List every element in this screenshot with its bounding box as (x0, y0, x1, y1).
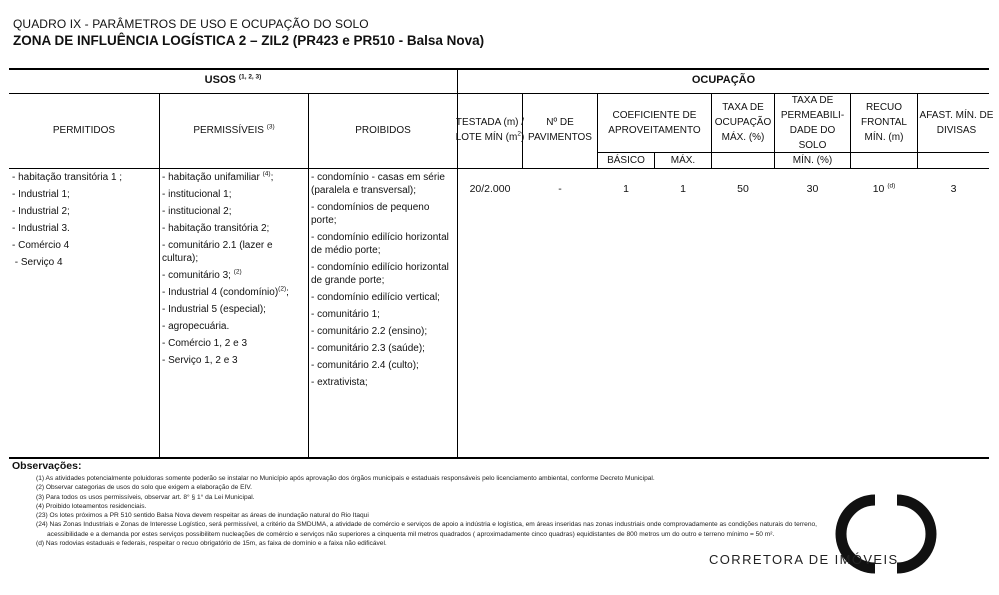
proibidos-list (311, 171, 457, 393)
header-testada: TESTADA (m) / LOTE MÍN $(m^2)$ (455, 117, 525, 143)
list-item: - condomínio edilício horizontal de grande porte; (311, 262, 449, 286)
value-basico: 1 (623, 183, 629, 195)
list-item: - habitação transitória 1 ; (12, 172, 123, 183)
header-coeficiente: COEFICIENTE DE APROVEITAMENTO (608, 110, 701, 136)
list-item: - condomínio edilício vertical; (311, 292, 440, 303)
list-item: - comunitário 2.2 (ensino); (311, 326, 428, 337)
observacoes-list (36, 474, 906, 548)
list-item: - Comércio 1, 2 e 3 (162, 338, 248, 349)
list-item: - Serviço 1, 2 e 3 (162, 355, 238, 366)
header-usos: USOS $^{(1, 2, 3)}$ (204, 73, 262, 86)
table-body-divider (9, 168, 989, 169)
list-item: - Industrial 5 (especial); (162, 304, 266, 315)
list-item: - Comércio 4 (12, 240, 70, 251)
list-item: - comunitário 3; $^{(2)}$ (162, 268, 242, 281)
document-title: ZONA DE INFLUÊNCIA LOGÍSTICA 2 – ZIL2 (PR423 e PR510 - Balsa Nova) (13, 33, 485, 48)
list-item: - condomínios de pequeno porte; (311, 202, 430, 226)
observacao-item: (1) As atividades potencialmente poluidoras somente poderão se instalar no Município após aprovação dos órgãos municipais e estaduais responsáveis pelo licenciamento ambiental, conforme Decreto Municipal. (36, 475, 655, 482)
header-taxa-ocupacao: TAXA DE OCUPAÇÃO MÁX. (%) (714, 102, 772, 143)
value-taxa-ocupacao: 50 (737, 183, 749, 195)
document-subtitle: QUADRO IX - PARÂMETROS DE USO E OCUPAÇÃO DO SOLO (13, 17, 369, 31)
list-item: - institucional 2; (162, 206, 232, 217)
list-item: - Industrial 4 (condomínio)$^{(2)}$; (162, 285, 289, 298)
observacao-item: (4) Proibido loteamentos residenciais. (36, 502, 147, 510)
list-item: - agropecuária. (162, 321, 230, 332)
header-pavimentos: Nº DE PAVIMENTOS (528, 117, 592, 143)
list-item: - condomínio edilício horizontal de médio porte; (311, 232, 449, 256)
list-item: - institucional 1; (162, 189, 232, 200)
permissiveis-list (162, 171, 304, 371)
list-item: - comunitário 2.1 (lazer e cultura); (162, 240, 273, 264)
table-bottom-border (9, 457, 989, 459)
list-item: - comunitário 1; (311, 309, 380, 320)
list-item: - habitação transitória 2; (162, 223, 270, 234)
list-item: - comunitário 2.3 (saúde); (311, 343, 425, 354)
observacao-item: (3) Para todos os usos permissíveis, observar art. 8° § 1° da Lei Municipal. (36, 493, 255, 501)
list-item: - condomínio - casas em série (paralela e transversal); (311, 172, 445, 196)
observacao-item: (24) Nas Zonas Industriais e Zonas de Interesse Logístico, será permissível, a critério da SMDUMA, a atividade de comércio e serviços de apoio a indústria e logística, em áreas inseridas nas zonas industriais onde comprovadamente as condições naturais do terreno, (36, 521, 818, 529)
col-divider (159, 94, 160, 457)
value-max: 1 (680, 183, 686, 195)
header-permitidos: PERMITIDOS (52, 125, 116, 136)
list-item: - extrativista; (311, 377, 368, 388)
observacao-item: acessibilidade e a demanda por estes serviços possibilitem nucleações de comércio e serviços não superiores a cinquenta mil metros quadrados ( aproximadamente cinco quadras) equidistantes de 800 metros um do outro e terreno mínimo = 50 m². (36, 530, 775, 538)
value-recuo: 10 $^{(d)}$ (872, 182, 896, 195)
header-max: MÁX. (670, 155, 696, 166)
header-proibidos: PROIBIDOS (355, 125, 411, 136)
header-ocupacao: OCUPAÇÃO (691, 74, 756, 86)
list-item: - Industrial 3. (12, 223, 70, 234)
list-item: - Industrial 2; (12, 206, 70, 217)
col-divider (308, 94, 309, 457)
observacao-item: (d) Nas rodovias estaduais e federais, respeitar o recuo obrigatório de 15m, as faixa de domínio e a faixa não edificável. (36, 540, 387, 548)
value-pavimentos: - (558, 183, 562, 195)
permitidos-list (12, 171, 158, 273)
header-recuo: RECUO FRONTAL MÍN. (m) (861, 102, 907, 143)
list-item: - Industrial 1; (12, 189, 70, 200)
logo-text: CORRETORA DE IMÓVEIS (709, 552, 899, 567)
value-afastamento: 3 (950, 183, 957, 195)
header-taxa-permeabilidade: TAXA DE PERMEABILI- DADE DO SOLO MÍN. (%) (780, 95, 845, 166)
observacao-item: (2) Observar categorias de usos do solo que exigem a elaboração de EIV. (36, 484, 253, 492)
table-top-border (9, 68, 989, 70)
header-afastamento: AFAST. MÍN. DE DIVISAS (919, 110, 994, 136)
value-taxa-permeabilidade: 30 (806, 183, 819, 195)
header-basico: BÁSICO (607, 155, 645, 166)
observacao-item: (23) Os lotes próximos a PR 510 sentido Balsa Nova devem respeitar as áreas de inundação natural do Rio Itaqui (36, 512, 369, 520)
value-testada: 20/2.000 (469, 183, 511, 195)
header-permissiveis: PERMISSÍVEIS $^{(3)}$ (193, 123, 275, 136)
list-item: - habitação unifamiliar $^{(4)}$; (162, 170, 274, 183)
observacoes-title: Observações: (12, 460, 82, 472)
list-item: - comunitário 2.4 (culto); (311, 360, 419, 371)
list-item: - Serviço 4 (12, 257, 63, 268)
